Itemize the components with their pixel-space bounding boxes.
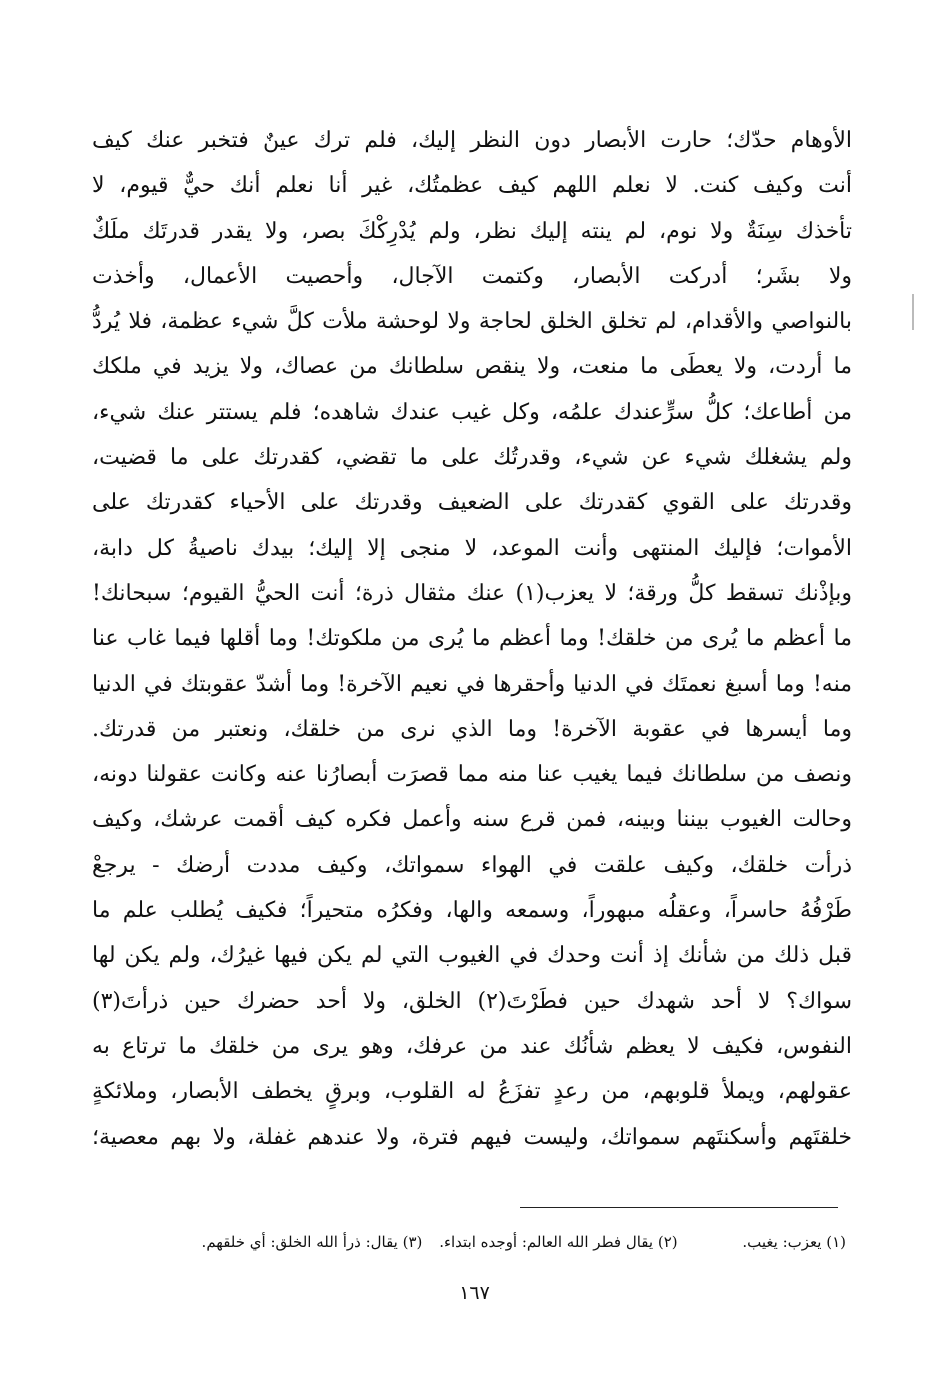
text-line: سواك؟ لا أحد شهدك حين فطَرْتَ(٢) الخلق، ولا أحد حضرك حين ذرأتَ(٣) bbox=[92, 988, 852, 1014]
text-line: وقدرتك على القوي كقدرتك على الضعيف وقدرتك على الأحياء كقدرتك على bbox=[92, 490, 852, 516]
text-line: ونصف من سلطانك فيما يغيب عنا منه مما قصرَت أبصارُنا عنه وكانت عقولنا دونه، bbox=[92, 762, 852, 788]
text-line: ما أعظم ما يُرى من خلقك! وما أعظم ما يُرى من ملكوتك! وما أقلها فيما غاب عنا bbox=[92, 626, 852, 652]
footnote-3: (٣) يقال: ذرأ الله الخلق: أي خلقهم. bbox=[201, 1233, 423, 1251]
text-line: خلقتَهم وأسكنتَهم سمواتك، وليست فيهم فترة، ولا عندهم غفلة، ولا بهم معصية؛ bbox=[92, 1124, 852, 1150]
text-line: ما أردت، ولا يعطَى ما منعت، ولا ينقص سلطانك من عصاك، ولا يزيد في ملكك bbox=[92, 354, 852, 380]
footnote-2: (٢) يقال فطر الله العالم: أوجده ابتداء. bbox=[439, 1233, 678, 1251]
body-text bbox=[92, 118, 852, 1160]
text-line: أنت وكيف كنت. لا نعلم اللهم كيف عظمتُك، غير أنا نعلم أنك حيٌّ قيوم، لا bbox=[92, 173, 852, 199]
text-line: وبإذْنك تسقط كلُّ ورقة؛ لا يعزب(١) عنك مثقال ذرة؛ أنت الحيُّ القيوم؛ سبحانك! bbox=[92, 580, 852, 606]
text-line: الأموات؛ فإليك المنتهى وأنت الموعد، لا منجى إلا إليك؛ بيدك ناصيةُ كل دابة، bbox=[92, 535, 852, 561]
text-line: قبل ذلك من شأنك إذ أنت وحدك في الغيوب التي لم يكن فيها غيرُك، ولم يكن لها bbox=[92, 943, 852, 969]
text-line: ولا بشَر؛ أدركت الأبصار، وكتمت الآجال، وأحصيت الأعمال، وأخذت bbox=[92, 263, 852, 289]
text-line: منه! وما أسبغ نعمتَك في الدنيا وأحقرها في نعيم الآخرة! وما أشدّ عقوبتك في الدنيا bbox=[92, 671, 852, 697]
margin-mark bbox=[912, 294, 914, 330]
footnote-1: (١) يعزب: يغيب. bbox=[742, 1233, 846, 1251]
text-line: النفوس، فكيف لا يعظم شأنُك عند من عرفك، وهو يرى من خلقك ما ترتاع به bbox=[92, 1033, 852, 1059]
text-line: تأخذك سِنَةٌ ولا نوم، لم ينته إليك نظر، ولم يُدْرِكْكَ بصر، ولا يقدر قدرتَك ملَكٌ bbox=[92, 218, 852, 244]
text-line: ذرأت خلقك، وكيف علقت في الهواء سمواتك، وكيف مددت أرضك - يرجعْ bbox=[92, 852, 852, 878]
footnotes bbox=[92, 1228, 846, 1256]
text-line: عقولهم، ويملأ قلوبهم، من رعدٍ تفزَعُ له القلوب، وبرقٍ يخطف الأبصار، وملائكةٍ bbox=[92, 1079, 852, 1105]
footnote-divider bbox=[520, 1207, 838, 1208]
text-line: وما أيسرها في عقوبة الآخرة! وما الذي نرى من خلقك، ونعتبر من قدرتك. bbox=[92, 716, 852, 742]
text-line: وحالت الغيوب بيننا وبينه، فمن قرع سنه وأعمل فكره كيف أقمت عرشك، وكيف bbox=[92, 807, 852, 833]
page-number: ١٦٧ bbox=[459, 1282, 490, 1304]
text-line: الأوهام حدّك؛ حارت الأبصار دون النظر إليك، فلم ترك عينٌ فتخبر عنك كيف bbox=[92, 128, 852, 153]
text-line: من أطاعك؛ كلُّ سرٍّعندك علمُه، وكل غيب عندك شاهده؛ فلم يستتر عنك شيء، bbox=[92, 399, 852, 425]
text-line: طَرْفُهُ حاسراً، وعقلُه مبهوراً، وسمعه والها، وفكرُه متحيراً؛ فكيف يُطلب علم ما bbox=[92, 898, 852, 924]
text-line: بالنواصي والأقدام، لم تخلق الخلق لحاجة ولا لوحشة ملأت كلَّ شيء عظمة، فلا يُردُّ bbox=[92, 309, 852, 335]
text-line: ولم يشغلك شيء عن شيء، وقدرتُك على ما تقضي، كقدرتك على ما قضيت، bbox=[92, 445, 852, 471]
